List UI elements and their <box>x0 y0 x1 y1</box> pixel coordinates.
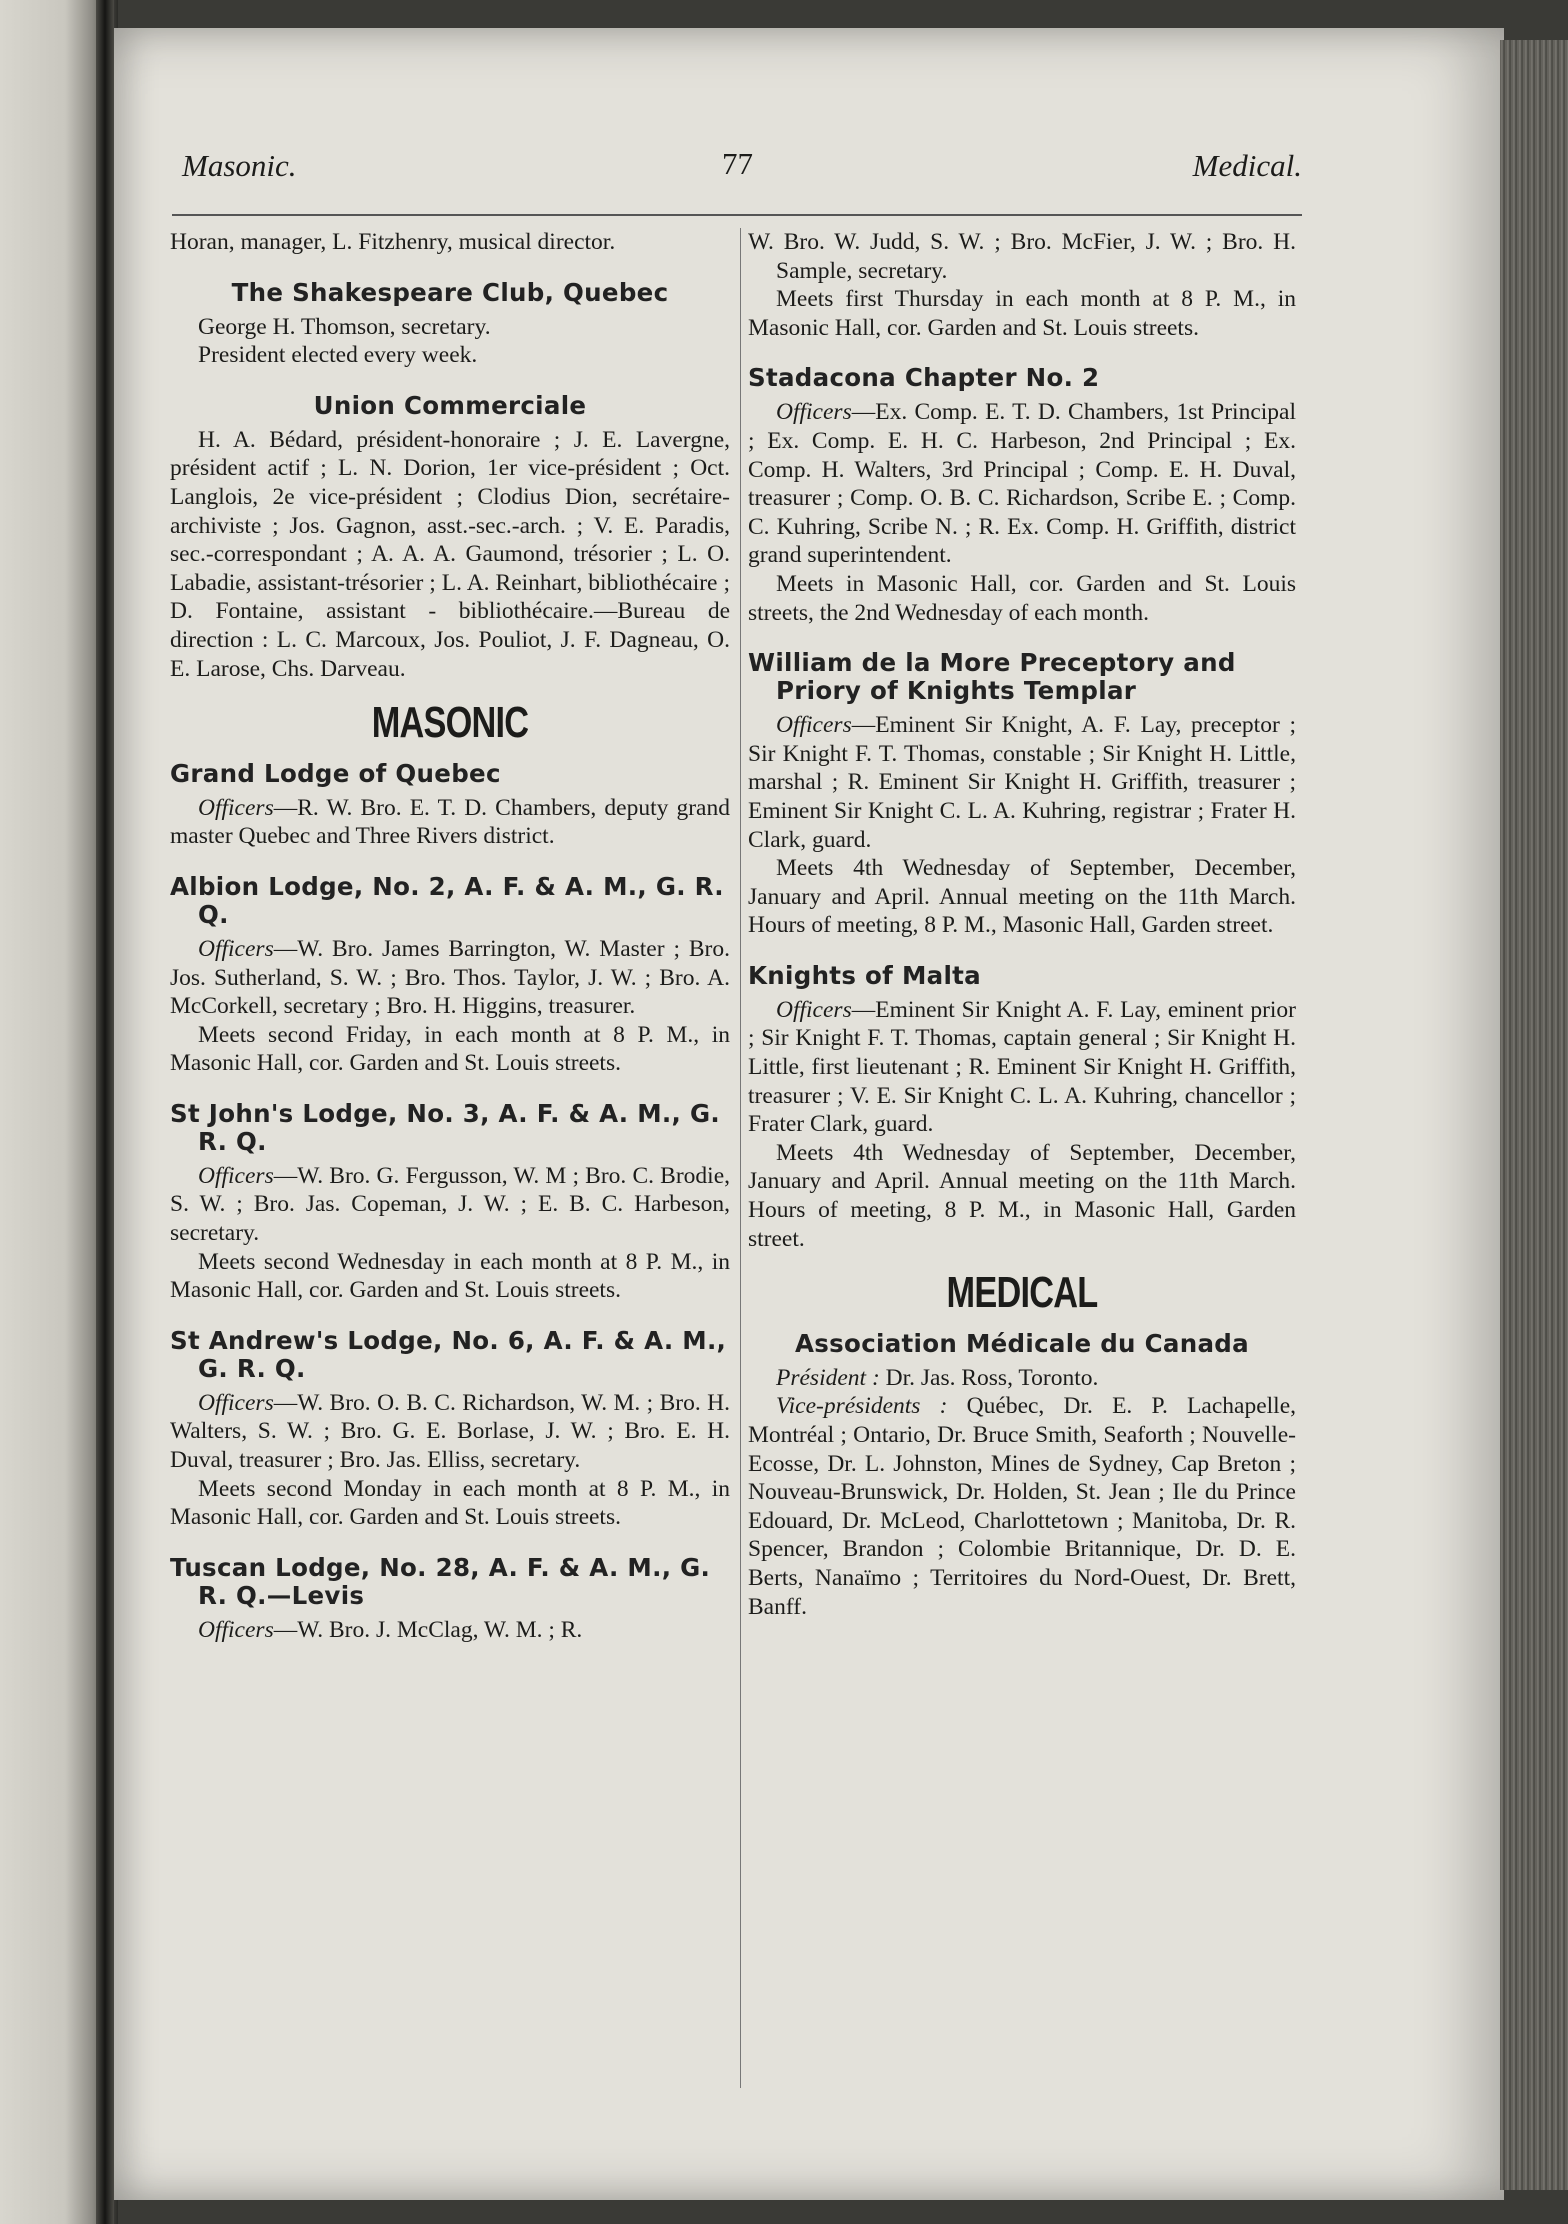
book-gutter <box>96 0 114 2224</box>
president-line <box>748 1364 1296 1393</box>
vice-presidents-value: Québec, Dr. E. P. Lachapelle, Montréal ; Ontario, Dr. Bruce Smith, Seaforth ; Nouvelle-Ecosse, Dr. L. Johnston, Mines de Sydney, Cap Breton ; Nouveau-Brunswick, Dr. Holden, St. Jean ; Ile du Prince Edouard, Dr. McLeod, Charlottetown ; Manitoba, Dr. R. Spencer, Brandon ; Colombie Britannique, Dr. D. E. Berts, Nanaïmo ; Territoires du Nord-Ouest, Dr. Brett, Banff. <box>748 1393 1296 1620</box>
st-john-officers: —W. Bro. G. Fergusson, W. M ; Bro. C. Brodie, S. W. ; Bro. Jas. Copeman, J. W. ; E. B. C. Harbeson, secretary. <box>170 1162 730 1247</box>
officers-label: Officers <box>198 935 274 962</box>
shakespeare-line-2: President elected every week. <box>198 342 478 369</box>
org-heading-association: Association Médicale du Canada <box>795 1328 1249 1358</box>
continued-officers: W. Bro. W. Judd, S. W. ; Bro. McFier, J. W. ; Bro. H. Sample, secretary. <box>748 229 1296 284</box>
officers-label: Officers <box>776 996 852 1023</box>
st-andrew-paragraph <box>170 1389 730 1475</box>
president-value: Dr. Jas. Ross, Toronto. <box>879 1364 1099 1391</box>
union-paragraph: H. A. Bédard, président-honoraire ; J. E. Lavergne, président actif ; L. N. Dorion, 1er vice-président ; Oct. Langlois, 2e vice-président ; Clodius Dion, secrétaire-archiviste ; Jos. Gagnon, asst.-sec.-arch. ; V. E. Paradis, sec.-correspondant ; A. A. A. Gaumond, trésorier ; L. O. Labadie, assistant-trésorier ; L. A. Reinhart, bibliothécaire ; D. Fontaine, assistant - bibliothécaire.—Bureau de direction : L. C. Marcoux, Jos. Pouliot, J. F. Dagneau, O. E. Larose, Chs. Darveau. <box>170 426 730 682</box>
malta-officers: —Eminent Sir Knight A. F. Lay, eminent prior ; Sir Knight F. T. Thomas, captain general ; Sir Knight H. Little, first lieutenant ; R. Eminent Sir Knight H. Griffith, treasurer ; V. E. Sir Knight C. L. A. Kuhring, chancellor ; Frater Clark, guard. <box>748 996 1296 1138</box>
running-head-right: Medical. <box>1192 148 1302 183</box>
officers-label: Officers <box>198 1616 274 1643</box>
st-john-meets: Meets second Wednesday in each month at 8 P. M., in Masonic Hall, cor. Garden and St. Louis streets. <box>170 1248 730 1304</box>
org-heading-de-la-more: William de la More Preceptory and Priory of Knights Templar <box>748 648 1236 706</box>
officers-label: Officers <box>776 712 852 739</box>
malta-meets: Meets 4th Wednesday of September, December, January and April. Annual meeting on the 11th March. Hours of meeting, 8 P. M., in Masonic Hall, Garden street. <box>748 1139 1296 1252</box>
running-head <box>182 148 1302 198</box>
running-head-left: Masonic. <box>182 148 297 183</box>
albion-meets: Meets second Friday, in each month at 8 P. M., in Masonic Hall, cor. Garden and St. Louis streets. <box>170 1021 730 1077</box>
officers-label: Officers <box>198 794 274 821</box>
vice-presidents-paragraph <box>748 1392 1296 1621</box>
page-number: 77 <box>722 146 753 181</box>
grand-lodge-paragraph <box>170 794 730 851</box>
tuscan-officers: —W. Bro. J. McClag, W. M. ; R. <box>273 1616 583 1643</box>
officers-label: Officers <box>198 1389 274 1416</box>
de-la-more-paragraph <box>748 711 1296 854</box>
tuscan-paragraph <box>170 1616 730 1645</box>
shakespeare-line-1: George H. Thomson, secretary. <box>198 313 491 340</box>
org-heading-st-john: St John's Lodge, No. 3, A. F. & A. M., G. R. Q. <box>170 1098 720 1156</box>
de-la-more-meets: Meets 4th Wednesday of September, December, January and April. Annual meeting on the 11th March. Hours of meeting, 8 P. M., Masonic Hall, Garden street. <box>748 855 1296 939</box>
de-la-more-officers: —Eminent Sir Knight, A. F. Lay, preceptor ; Sir Knight F. T. Thomas, constable ; Sir Knight H. Little, marshal ; R. Eminent Sir Knight H. Griffith, treasurer ; Eminent Sir Knight C. L. A. Kuhring, registrar ; Frater H. Clark, guard. <box>748 712 1296 853</box>
stadacona-paragraph <box>748 398 1296 570</box>
org-heading-grand-lodge: Grand Lodge of Quebec <box>170 758 501 788</box>
albion-officers: —W. Bro. James Barrington, W. Master ; Bro. Jos. Sutherland, S. W. ; Bro. Thos. Taylor, J. W. ; Bro. A. McCorkell, secretary ; Bro. H. Higgins, treasurer. <box>170 935 730 1020</box>
org-heading-union: Union Commerciale <box>313 390 587 420</box>
st-john-paragraph <box>170 1162 730 1248</box>
intro-paragraph: Horan, manager, L. Fitzhenry, musical director. <box>170 229 616 255</box>
page-stack-edge <box>1500 40 1568 2190</box>
column-divider <box>740 228 741 2088</box>
officers-label: Officers <box>198 1162 274 1189</box>
org-heading-stadacona: Stadacona Chapter No. 2 <box>748 363 1100 393</box>
vice-presidents-label: Vice-présidents : <box>776 1393 948 1420</box>
org-heading-st-andrew: St Andrew's Lodge, No. 6, A. F. & A. M., G. R. Q. <box>170 1325 727 1383</box>
org-heading-malta: Knights of Malta <box>748 960 982 990</box>
stadacona-officers: —Ex. Comp. E. T. D. Chambers, 1st Principal ; Ex. Comp. E. H. C. Harbeson, 2nd Principal ; Ex. Comp. H. Walters, 3rd Principal ; Comp. E. H. Duval, treasurer ; Comp. O. B. C. Richardson, Scribe E. ; Comp. C. Kuhring, Scribe N. ; R. Ex. Comp. H. Griffith, district grand superintendent. <box>748 399 1296 569</box>
malta-paragraph <box>748 996 1296 1139</box>
stadacona-meets: Meets in Masonic Hall, cor. Garden and St. Louis streets, the 2nd Wednesday of each month. <box>748 570 1296 626</box>
org-heading-albion: Albion Lodge, No. 2, A. F. & A. M., G. R. Q. <box>170 871 724 929</box>
section-heading-medical: MEDICAL <box>946 1268 1098 1318</box>
st-andrew-meets: Meets second Monday in each month at 8 P. M., in Masonic Hall, cor. Garden and St. Louis streets. <box>170 1475 730 1531</box>
officers-label: Officers <box>776 399 852 426</box>
president-label: Président : <box>776 1364 880 1391</box>
org-heading-tuscan: Tuscan Lodge, No. 28, A. F. & A. M., G. R. Q.—Levis <box>170 1552 711 1610</box>
right-column <box>748 228 1296 1621</box>
org-heading-shakespeare: The Shakespeare Club, Quebec <box>231 277 669 307</box>
continued-meets: Meets first Thursday in each month at 8 P. M., in Masonic Hall, cor. Garden and St. Louis streets. <box>748 286 1296 341</box>
albion-paragraph <box>170 935 730 1021</box>
st-andrew-officers: —W. Bro. O. B. C. Richardson, W. M. ; Bro. H. Walters, S. W. ; Bro. G. E. Borlase, J. W. ; Bro. E. H. Duval, treasurer ; Bro. Jas. Elliss, secretary. <box>170 1389 730 1474</box>
header-rule <box>172 214 1302 216</box>
left-column <box>170 228 730 1644</box>
section-heading-masonic: MASONIC <box>371 698 529 748</box>
grand-lodge-officers: —R. W. Bro. E. T. D. Chambers, deputy grand master Quebec and Three Rivers district. <box>170 794 730 850</box>
